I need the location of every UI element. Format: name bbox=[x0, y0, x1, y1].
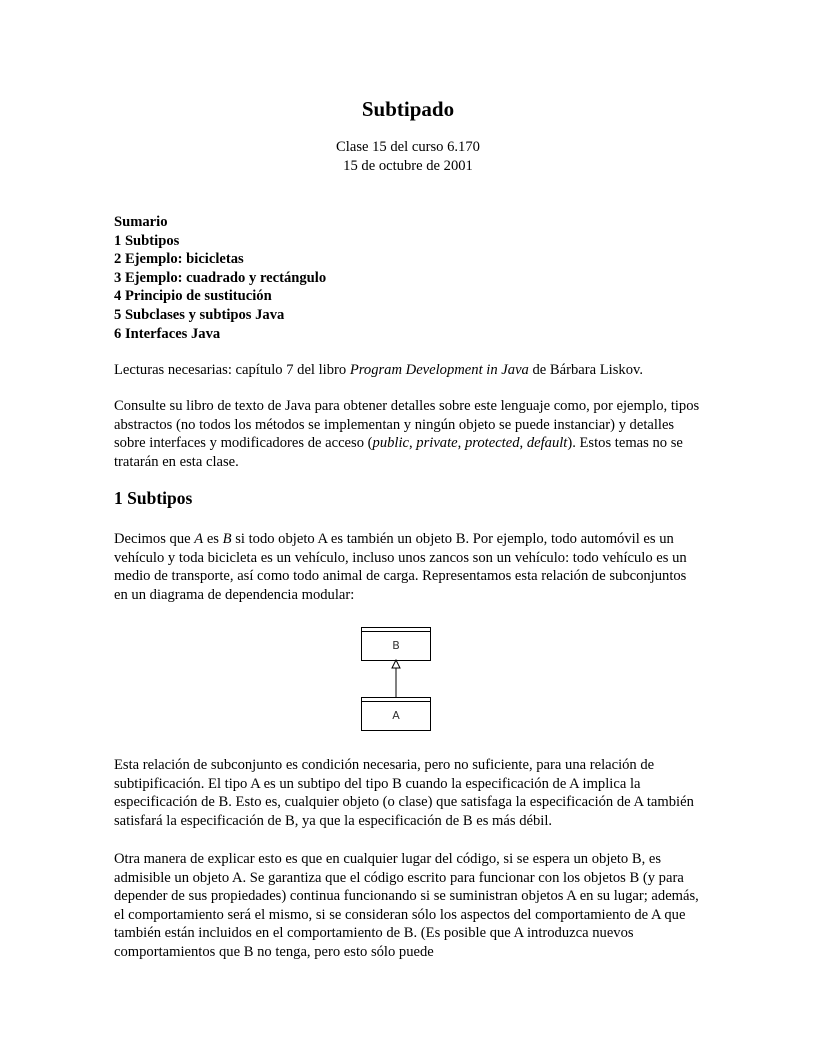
book-title: Program Development in Java bbox=[349, 362, 529, 378]
summary-list bbox=[114, 213, 326, 343]
consult-text: Consulte su libro de texto de Java para obtener detalles sobre este lenguaje como, por ejemplo, tipos abstractos (no todos los métodos se implementan y ningún objeto se puede instanciar) y detalles sobre interfaces y modificadores de acceso ( bbox=[114, 398, 700, 452]
subtypes-paragraph-3: Otra manera de explicar esto es que en cualquier lugar del código, si se espera un objeto B, es admisible un objeto A. Se garantiza que el código escrito para funcionar con los objetos B (y para depender de sus propiedades) continua funcionando si se suministran objetos A en su lugar; además, el comportamiento será el mismo, si se consideran sólo los aspectos del comportamiento de A que también están incluidos en el comportamiento de B. (Es posible que A introduzca nuevos comportamientos que B no tenga, pero esto sólo puede bbox=[114, 851, 699, 960]
consult-text-end: ). Estos temas no se tratarán en esta clase. bbox=[114, 435, 683, 470]
summary-item: 3 Ejemplo: cuadrado y rectángulo bbox=[114, 269, 327, 286]
summary-item: 2 Ejemplo: bicicletas bbox=[114, 251, 244, 268]
separator: , bbox=[409, 435, 417, 452]
course-line: Clase 15 del curso 6.170 bbox=[336, 139, 480, 155]
class-label-b: B bbox=[392, 639, 400, 652]
keyword-private: private bbox=[416, 435, 458, 452]
arrow-head bbox=[392, 660, 400, 668]
separator: , bbox=[457, 435, 465, 452]
readings-prefix: Lecturas necesarias: capítulo 7 del libro bbox=[114, 362, 350, 378]
subtypes-paragraph-2: Esta relación de subconjunto es condición necesaria, pero no suficiente, para una relación de subtipificación. El tipo A es un subtipo del tipo B cuando la especificación de A implica la especificación de B. Esto es, cualquier objeto (o clase) que satisfaga la especificación de A también satisfará la especificación de B, ya que la especificación de B es más débil. bbox=[114, 757, 694, 829]
date-line: 15 de octubre de 2001 bbox=[343, 158, 473, 174]
document-title: Subtipado bbox=[361, 97, 455, 121]
text: si todo objeto A es también un objeto B. Por ejemplo, todo automóvil es un vehículo y toda bicicleta es un vehículo, incluso unos zancos son un vehículo: todo vehículo es un medio de transporte, así como todo animal de carga. Representamos esta relación de subconjuntos en un diagrama de dependencia modular: bbox=[114, 531, 687, 603]
italic-a: A bbox=[194, 531, 204, 547]
section-heading-subtipos: 1 Subtipos bbox=[114, 488, 193, 508]
summary-heading: Sumario bbox=[114, 214, 168, 230]
readings-paragraph bbox=[114, 361, 702, 380]
consult-paragraph bbox=[114, 397, 702, 471]
class-label-a: A bbox=[392, 709, 400, 722]
text: es bbox=[203, 531, 223, 547]
summary-item: 6 Interfaces Java bbox=[114, 325, 221, 342]
text: Decimos que bbox=[114, 531, 195, 547]
keyword-default: default bbox=[526, 435, 568, 452]
summary-item: 4 Principio de sustitución bbox=[114, 288, 272, 305]
summary-item: 1 Subtipos bbox=[114, 232, 180, 249]
keyword-public: public bbox=[372, 435, 409, 452]
class-box-a bbox=[361, 697, 431, 731]
subtypes-paragraph-1 bbox=[114, 530, 702, 604]
separator: , bbox=[519, 435, 527, 452]
italic-b: B bbox=[222, 531, 232, 547]
summary-item: 5 Subclases y subtipos Java bbox=[114, 306, 285, 323]
readings-suffix: de Bárbara Liskov. bbox=[528, 362, 643, 378]
keyword-protected: protected bbox=[464, 435, 520, 452]
